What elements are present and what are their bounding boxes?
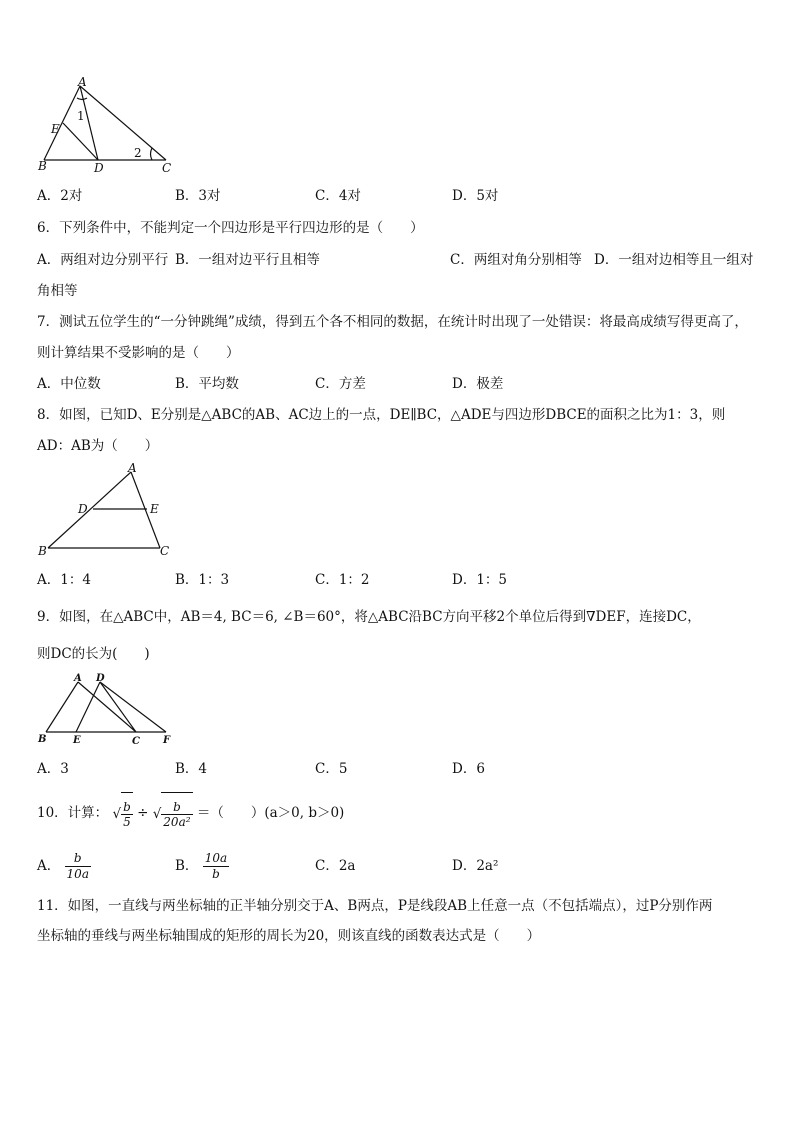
q10-option-b-num: 10a <box>204 851 228 865</box>
q10-option-b[interactable] <box>175 846 229 886</box>
q10-option-c[interactable]: C．2a <box>315 858 356 874</box>
q11-stem-line2: 坐标轴的垂线与两坐标轴围成的矩形的周长为20，则该直线的函数表达式是（ ） <box>37 928 541 944</box>
fig2-label-e: E <box>150 502 159 516</box>
q7-stem-line2: 则计算结果不受影响的是（ ） <box>37 345 240 361</box>
fig3-label-f: F <box>163 735 171 746</box>
fig1-label-d: D <box>94 161 104 175</box>
q10-option-a-label: A． <box>37 858 61 874</box>
fig1-angle-1: 1 <box>77 109 85 123</box>
q6-option-a[interactable]: A．两组对边分别平行 <box>37 252 169 268</box>
q10-option-b-den: b <box>212 867 220 881</box>
q10-sqrt-2: √ $\frac{b}{\text{20a²}}$ <box>153 792 193 835</box>
q8-stem-line1: 8．如图，已知D、E分别是△ABC的AB、AC边上的一点，DE∥BC，△ADE与四边形DBCE的面积之比为1：3，则 <box>37 407 726 423</box>
q10-sqrt-1: √ $\frac{b}{5}$ <box>112 792 132 835</box>
q8-option-d[interactable]: D．1：5 <box>452 572 508 588</box>
q10-option-d[interactable]: D．2a² <box>452 858 499 874</box>
fig2-label-d: D <box>78 502 88 516</box>
figure-triangle-ade <box>36 462 176 562</box>
fig1-label-b: B <box>38 159 47 173</box>
fig2-label-b: B <box>38 544 47 558</box>
fig1-angle-2: 2 <box>134 146 142 160</box>
figure-triangle-abc-1 <box>36 75 176 178</box>
q6-stem: 6．下列条件中，不能判定一个四边形是平行四边形的是（ ） <box>37 220 424 236</box>
q9-stem-line1: 9．如图，在△ABC中，AB＝4, BC＝6, ∠B＝60°，将△ABC沿BC方向平移2个单位后得到∇DEF，连接DC， <box>37 609 701 625</box>
q5-option-c[interactable]: C．4对 <box>315 188 361 204</box>
q7-option-a[interactable]: A．中位数 <box>37 376 101 392</box>
q8-option-a[interactable]: A．1：4 <box>37 572 91 588</box>
q10-option-b-label: B． <box>175 858 199 874</box>
fig2-label-a: A <box>128 461 137 475</box>
q10-suffix: ＝（ ）(a＞0, b＞0) <box>196 805 345 821</box>
q7-stem-line1: 7．测试五位学生的“一分钟跳绳”成绩，得到五个各不相同的数据，在统计时出现了一处错误：将最高成绩写得更高了， <box>37 314 748 330</box>
fig3-label-b: B <box>38 734 47 745</box>
fig1-label-e: E <box>51 122 60 136</box>
q8-option-c[interactable]: C．1：2 <box>315 572 370 588</box>
fig1-label-c: C <box>162 161 172 175</box>
q6-option-d[interactable]: D．一组对边相等且一组对 <box>594 252 754 268</box>
figure-translated-triangles <box>36 670 186 752</box>
fig3-label-d: D <box>96 673 105 684</box>
q6-option-d-continued: 角相等 <box>37 283 78 299</box>
fig1-label-a: A <box>78 75 87 89</box>
q6-option-c[interactable]: C．两组对角分别相等 <box>450 252 582 268</box>
q9-option-b[interactable]: B．4 <box>175 761 208 777</box>
q10-option-a-den: 10a <box>66 867 89 881</box>
q8-option-b[interactable]: B．1：3 <box>175 572 230 588</box>
q10-stem <box>37 792 344 834</box>
q7-option-c[interactable]: C．方差 <box>315 376 366 392</box>
fig3-label-e: E <box>73 735 81 746</box>
fig3-label-c: C <box>132 736 140 747</box>
q9-stem-line2: 则DC的长为( ) <box>37 646 150 662</box>
q6-option-b[interactable]: B．一组对边平行且相等 <box>175 252 320 268</box>
q5-option-d[interactable]: D．5对 <box>452 188 499 204</box>
q10-sqrt1-den: 5 <box>123 815 131 829</box>
q9-option-a[interactable]: A．3 <box>37 761 69 777</box>
q10-sqrt2-den: 20a² <box>163 815 191 829</box>
q10-sqrt1-num: b <box>123 800 131 814</box>
q9-option-d[interactable]: D．6 <box>452 761 485 777</box>
q10-sqrt2-num: b <box>161 800 192 815</box>
q5-option-a[interactable]: A．2对 <box>37 188 83 204</box>
q9-option-c[interactable]: C．5 <box>315 761 348 777</box>
q10-prefix: 10．计算： <box>37 805 109 821</box>
q10-option-a-num: b <box>65 851 91 867</box>
q10-option-a[interactable] <box>37 846 91 886</box>
q8-stem-line2: AD：AB为（ ） <box>37 438 159 454</box>
q7-option-d[interactable]: D．极差 <box>452 376 504 392</box>
q10-operator: ÷ <box>137 805 149 821</box>
q5-option-b[interactable]: B．3对 <box>175 188 221 204</box>
fig2-label-c: C <box>160 544 170 558</box>
q11-stem-line1: 11．如图，一直线与两坐标轴的正半轴分别交于A、B两点，P是线段AB上任意一点（不包括端点），过P分别作两 <box>37 898 713 914</box>
fig3-label-a: A <box>74 673 82 684</box>
q7-option-b[interactable]: B．平均数 <box>175 376 239 392</box>
